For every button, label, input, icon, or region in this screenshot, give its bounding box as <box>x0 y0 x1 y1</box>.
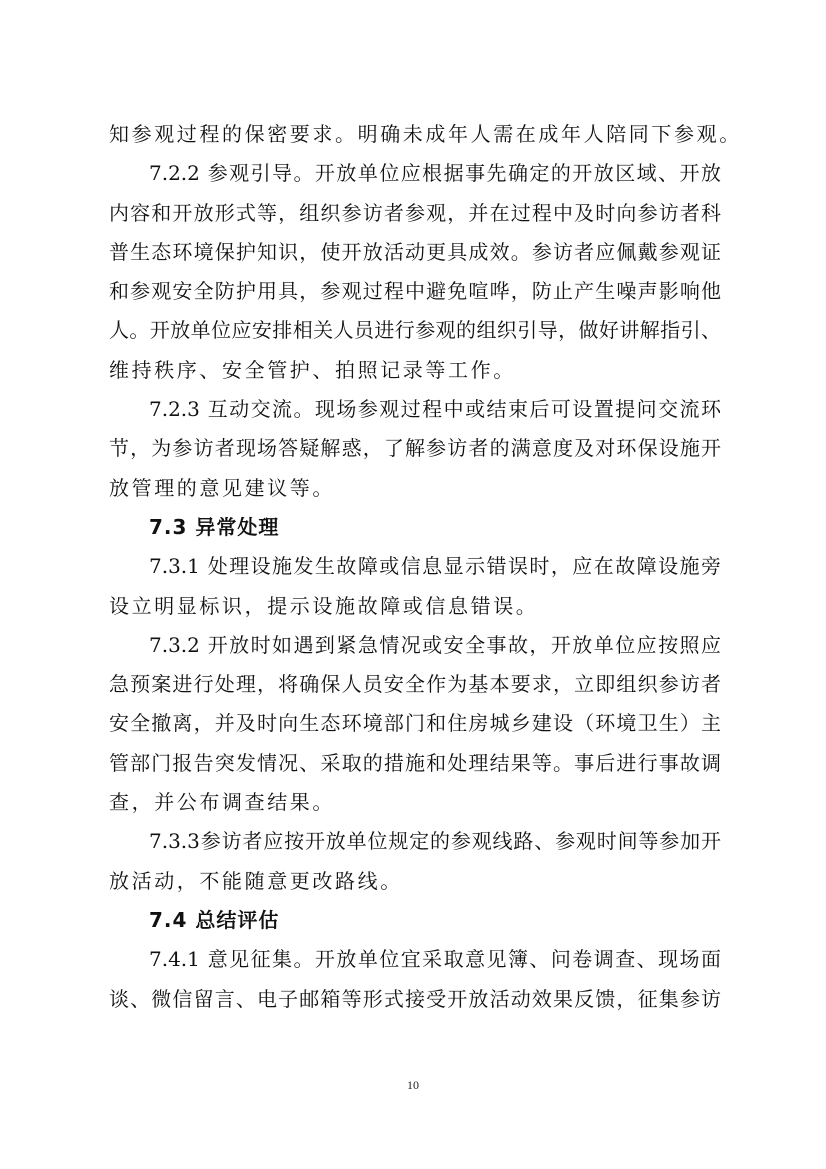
paragraph-first-line: 7.2.2 参观引导。开放单位应根据事先确定的开放区域、开放 <box>149 161 721 186</box>
paragraph-first-line: 7.3.3参访者应按开放单位规定的参观线路、参观时间等参加开 <box>149 829 721 854</box>
paragraph-line: 放管理的意见建议等。 <box>109 475 335 500</box>
paragraph-line: 知参观过程的保密要求。明确未成年人需在成年人陪同下参观。 <box>109 122 742 146</box>
paragraph-line: 节，为参访者现场答疑解惑，了解参访者的满意度及对环保设施开 <box>109 436 721 461</box>
section-heading: 7.3 异常处理 <box>149 514 280 539</box>
paragraph-line: 安全撤离，并及时向生态环境部门和住房城乡建设（环境卫生）主 <box>109 711 721 736</box>
paragraph-first-line: 7.2.3 互动交流。现场参观过程中或结束后可设置提问交流环 <box>149 397 721 422</box>
paragraph-first-line: 7.4.1 意见征集。开放单位宜采取意见簿、问卷调查、现场面 <box>149 947 721 972</box>
paragraph-line: 普生态环境保护知识，使开放活动更具成效。参访者应佩戴参观证 <box>109 239 721 264</box>
section-heading: 7.4 总结评估 <box>149 907 280 932</box>
page-number: 10 <box>407 1078 419 1092</box>
paragraph-line: 和参观安全防护用具，参观过程中避免喧哗，防止产生噪声影响他 <box>109 279 721 304</box>
paragraph-line: 维持秩序、安全管护、拍照记录等工作。 <box>109 357 516 382</box>
paragraph-first-line: 7.3.1 处理设施发生故障或信息显示错误时，应在故障设施旁 <box>149 554 721 579</box>
paragraph-first-line: 7.3.2 开放时如遇到紧急情况或安全事故，开放单位应按照应 <box>149 632 721 657</box>
paragraph-line: 设立明显标识，提示设施故障或信息错误。 <box>109 593 539 618</box>
paragraph-line: 放活动，不能随意更改路线。 <box>109 868 403 893</box>
paragraph-line: 内容和开放形式等，组织参访者参观，并在过程中及时向参访者科 <box>109 200 721 225</box>
paragraph-line: 人。开放单位应安排相关人员进行参观的组织引导，做好讲解指引、 <box>109 318 721 343</box>
paragraph-line: 谈、微信留言、电子邮箱等形式接受开放活动效果反馈，征集参访 <box>109 986 721 1011</box>
paragraph-line: 管部门报告突发情况、采取的措施和处理结果等。事后进行事故调 <box>109 750 721 775</box>
paragraph-line: 急预案进行处理，将确保人员安全作为基本要求，立即组织参访者 <box>109 672 721 697</box>
document-body <box>109 115 742 1019</box>
paragraph-line: 查，并公布调查结果。 <box>109 790 335 815</box>
